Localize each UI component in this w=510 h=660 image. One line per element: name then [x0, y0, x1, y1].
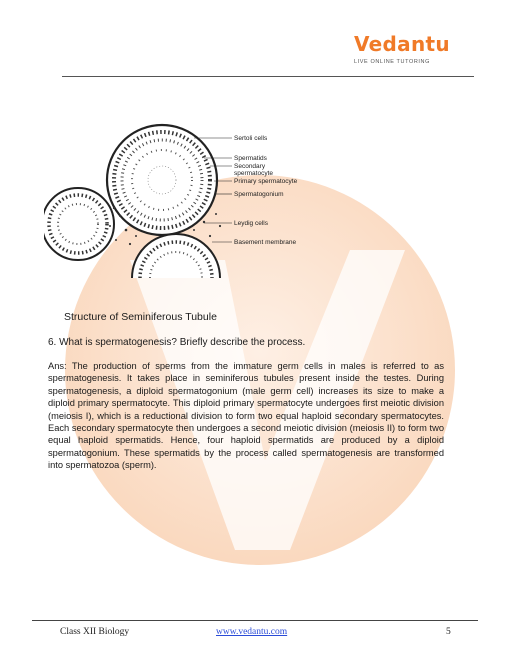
question-heading: 6. What is spermatogenesis? Briefly describe the process.: [48, 337, 306, 348]
seminiferous-tubule-figure: [44, 118, 334, 278]
label-sertoli-cells: Sertoli cells: [234, 135, 268, 142]
page-number: 5: [446, 627, 451, 637]
label-basement-membrane: Basement membrane: [234, 239, 297, 246]
footer-class-label: Class XII Biology: [60, 627, 130, 637]
vedantu-logo[interactable]: [352, 32, 472, 72]
answer-paragraph: Ans: The production of sperms from the immature germ cells in males is referred to as spermatogenesis. It takes place in seminiferous tubules present inside the testes. During spermatogenesis, a diploid spermatogonium (male germ cell) increases its size to make a diploid primary spermatocyte. This diploid primary spermatocyte undergoes first meiotic division (meiosis I), which is a reductional division to form two equal haploid secondary spermatocytes. Each secondary spermatocyte then undergoes a second meiotic division (meiosis II) to form two equal haploid spermatids. Hence, four haploid spermatids are produced by a diploid spermatogonium. These spermatids by the process called spermatogenesis are transformed into spermatozoa (sperm).: [48, 361, 444, 471]
label-secondary-line2: spermatocyte: [234, 170, 274, 177]
label-spermatogonium: Spermatogonium: [234, 191, 284, 198]
footer-divider: [32, 620, 478, 621]
label-spermatids: Spermatids: [234, 155, 267, 162]
logo-tagline: LIVE ONLINE TUTORING: [354, 59, 430, 65]
label-secondary-line1: Secondary: [234, 163, 266, 170]
label-primary-spermatocyte: Primary spermatocyte: [234, 178, 298, 185]
figure-caption: Structure of Seminiferous Tubule: [64, 311, 217, 323]
header-divider: [62, 76, 474, 77]
label-leader-lines: [44, 118, 334, 278]
label-leydig-cells: Leydig cells: [234, 220, 268, 227]
logo-wordmark: Vedantu: [354, 32, 450, 56]
footer-website-link[interactable]: www.vedantu.com: [216, 627, 288, 637]
